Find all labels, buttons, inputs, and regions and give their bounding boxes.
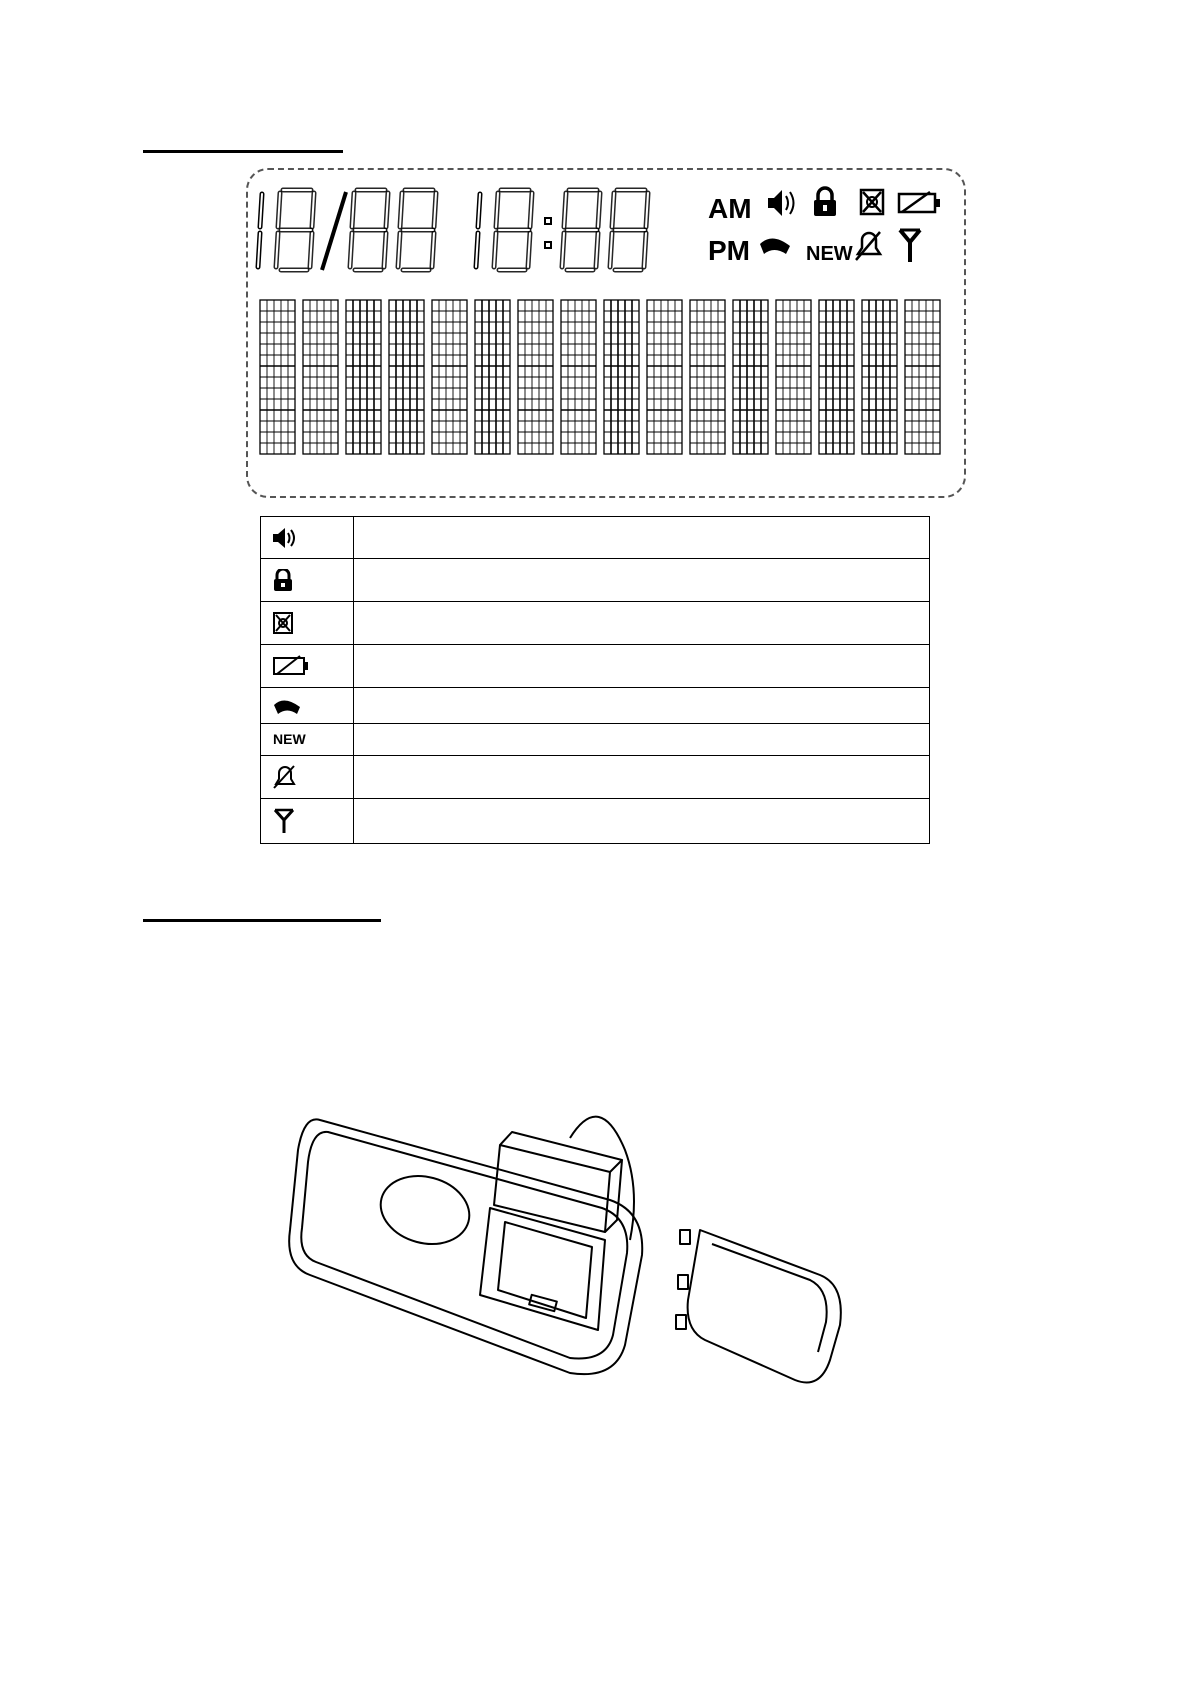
dot-matrix-cell [647,300,682,454]
dot-matrix-cell [432,300,467,454]
seven-segment-digit [276,190,314,270]
dot-matrix-cell [862,300,897,454]
pm-indicator: PM [708,235,750,266]
seven-segment-one [258,194,262,267]
cover-clip [678,1275,688,1289]
lock-icon [814,188,836,216]
date-slash [322,192,346,270]
dot-matrix-cell [733,300,768,454]
seven-segment-digit [494,190,532,270]
antenna-icon [900,230,920,262]
mute-icon [273,612,293,634]
ringer-off-icon [273,765,297,789]
legend-row [261,799,930,844]
mute-icon [861,190,883,214]
dot-matrix-cell [303,300,338,454]
speaker-icon [273,527,297,549]
seven-segment-digit [562,190,600,270]
seven-segment-digit [398,190,436,270]
dot-matrix-cell [905,300,940,454]
seven-segment-one [476,194,480,267]
lcd-display-drawing [248,170,968,500]
battery-cover-edge [712,1244,827,1352]
legend-description [354,688,930,724]
cover-clip [680,1230,690,1244]
legend-description [354,517,930,559]
dot-matrix-cell [346,300,381,454]
lcd-display-panel [246,168,966,498]
seven-segment-digit [610,190,648,270]
lock-icon [273,569,293,591]
legend-row [261,559,930,602]
dot-matrix-cell [604,300,639,454]
dot-matrix-cell [389,300,424,454]
legend-row [261,724,930,756]
dot-matrix-cell [518,300,553,454]
time-colon-dot [545,218,551,224]
time-colon-dot [545,242,551,248]
seven-segment-digits [258,190,648,270]
legend-description [354,724,930,756]
battery-icon [899,192,940,212]
legend-description [354,602,930,645]
earpiece-grille [373,1166,477,1253]
legend-row [261,602,930,645]
legend-description [354,799,930,844]
section-heading-underline [143,919,381,922]
handset-icon [760,238,790,254]
seven-segment-digit [350,190,388,270]
cover-clip [676,1315,686,1329]
speaker-icon [768,190,794,216]
am-indicator: AM [708,193,752,224]
dot-matrix-cell [690,300,725,454]
battery-icon [273,655,311,677]
new-icon: NEW [273,730,306,747]
legend-row [261,688,930,724]
legend-row [261,756,930,799]
legend-description [354,559,930,602]
legend-description [354,756,930,799]
dot-matrix-character-area [260,300,940,454]
handset-icon [273,697,301,715]
battery-cover [688,1230,841,1383]
legend-row [261,645,930,688]
dot-matrix-cell [260,300,295,454]
dot-matrix-cell [475,300,510,454]
dot-matrix-cell [561,300,596,454]
section-heading-underline [143,150,343,153]
new-indicator: NEW [806,243,853,265]
legend-description [354,645,930,688]
handset-battery-illustration [280,1090,920,1490]
icon-legend-table [260,516,930,844]
ringer-off-icon [856,232,880,260]
battery-connector [529,1295,557,1311]
battery-pack [494,1145,610,1232]
antenna-icon [273,808,295,834]
dot-matrix-cell [776,300,811,454]
battery-wire [570,1117,634,1240]
legend-row [261,517,930,559]
dot-matrix-cell [819,300,854,454]
battery-pack-top [500,1132,622,1172]
